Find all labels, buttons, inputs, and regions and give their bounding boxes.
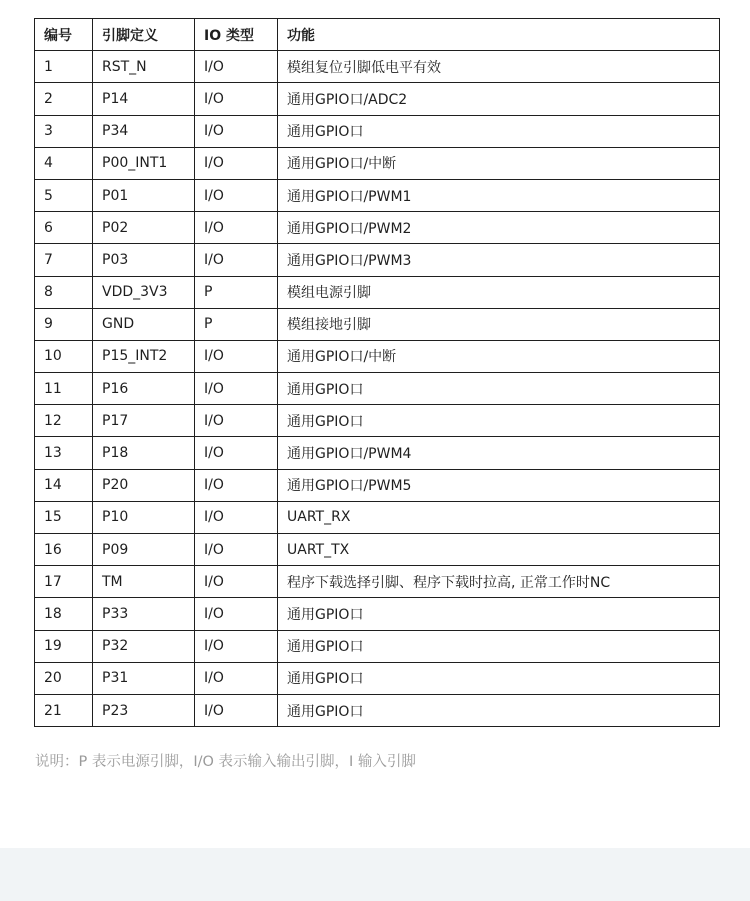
table-row — [35, 598, 720, 630]
table-row — [35, 437, 720, 469]
header-row — [35, 19, 720, 51]
cell-function: 通用GPIO口/ADC2 — [278, 83, 720, 115]
cell-function: 模组复位引脚低电平有效 — [278, 51, 720, 83]
cell-io-type: I/O — [195, 534, 278, 566]
cell-number: 11 — [35, 373, 93, 405]
cell-function: 通用GPIO口/中断 — [278, 340, 720, 372]
cell-pin-name: P16 — [93, 373, 195, 405]
cell-number: 17 — [35, 566, 93, 598]
cell-pin-name: P33 — [93, 598, 195, 630]
cell-pin-name: P14 — [93, 83, 195, 115]
cell-function: 通用GPIO口/PWM5 — [278, 469, 720, 501]
cell-io-type: I/O — [195, 630, 278, 662]
table-row — [35, 566, 720, 598]
cell-io-type: I/O — [195, 147, 278, 179]
cell-function: 通用GPIO口/PWM3 — [278, 244, 720, 276]
cell-pin-name: P00_INT1 — [93, 147, 195, 179]
cell-pin-name: P03 — [93, 244, 195, 276]
cell-function: UART_TX — [278, 534, 720, 566]
cell-function: 通用GPIO口 — [278, 694, 720, 726]
cell-io-type: I/O — [195, 83, 278, 115]
legend-note: 说明：P 表示电源引脚，I/O 表示输入输出引脚，I 输入引脚 — [35, 754, 416, 770]
cell-number: 13 — [35, 437, 93, 469]
cell-io-type: P — [195, 276, 278, 308]
table-row — [35, 630, 720, 662]
cell-pin-name: P32 — [93, 630, 195, 662]
pin-definition-table — [34, 18, 720, 727]
table-row — [35, 501, 720, 533]
cell-number: 15 — [35, 501, 93, 533]
cell-io-type: I/O — [195, 501, 278, 533]
cell-pin-name: VDD_3V3 — [93, 276, 195, 308]
table-row — [35, 308, 720, 340]
cell-number: 16 — [35, 534, 93, 566]
cell-number: 2 — [35, 83, 93, 115]
cell-io-type: I/O — [195, 340, 278, 372]
cell-number: 9 — [35, 308, 93, 340]
cell-number: 12 — [35, 405, 93, 437]
table-row — [35, 469, 720, 501]
header-pin-definition: 引脚定义 — [93, 19, 195, 51]
cell-pin-name: P34 — [93, 115, 195, 147]
cell-pin-name: P17 — [93, 405, 195, 437]
table-row — [35, 373, 720, 405]
table-row — [35, 276, 720, 308]
table-row — [35, 115, 720, 147]
cell-io-type: I/O — [195, 212, 278, 244]
cell-function: 通用GPIO口 — [278, 598, 720, 630]
cell-io-type: I/O — [195, 598, 278, 630]
cell-io-type: I/O — [195, 469, 278, 501]
cell-function: 通用GPIO口 — [278, 662, 720, 694]
cell-pin-name: P15_INT2 — [93, 340, 195, 372]
cell-function: 通用GPIO口 — [278, 630, 720, 662]
cell-number: 3 — [35, 115, 93, 147]
cell-function: 模组电源引脚 — [278, 276, 720, 308]
cell-number: 21 — [35, 694, 93, 726]
table-row — [35, 534, 720, 566]
cell-function: 通用GPIO口/PWM4 — [278, 437, 720, 469]
cell-number: 20 — [35, 662, 93, 694]
table-row — [35, 405, 720, 437]
cell-pin-name: P18 — [93, 437, 195, 469]
cell-io-type: I/O — [195, 244, 278, 276]
cell-io-type: I/O — [195, 405, 278, 437]
cell-io-type: I/O — [195, 373, 278, 405]
header-function: 功能 — [278, 19, 720, 51]
cell-io-type: I/O — [195, 179, 278, 211]
cell-function: UART_RX — [278, 501, 720, 533]
cell-function: 通用GPIO口/PWM2 — [278, 212, 720, 244]
cell-function: 通用GPIO口/PWM1 — [278, 179, 720, 211]
cell-pin-name: P02 — [93, 212, 195, 244]
cell-number: 5 — [35, 179, 93, 211]
cell-number: 19 — [35, 630, 93, 662]
cell-number: 14 — [35, 469, 93, 501]
cell-pin-name: P01 — [93, 179, 195, 211]
cell-io-type: I/O — [195, 437, 278, 469]
table-row — [35, 662, 720, 694]
table-row — [35, 179, 720, 211]
table-body — [35, 51, 720, 727]
cell-io-type: I/O — [195, 115, 278, 147]
table-header — [35, 19, 720, 51]
header-io-type: IO 类型 — [195, 19, 278, 51]
cell-number: 6 — [35, 212, 93, 244]
table-row — [35, 147, 720, 179]
cell-number: 8 — [35, 276, 93, 308]
table-row — [35, 212, 720, 244]
cell-function: 模组接地引脚 — [278, 308, 720, 340]
header-number: 编号 — [35, 19, 93, 51]
cell-number: 18 — [35, 598, 93, 630]
cell-pin-name: P09 — [93, 534, 195, 566]
cell-io-type: I/O — [195, 662, 278, 694]
cell-function: 通用GPIO口 — [278, 373, 720, 405]
cell-function: 通用GPIO口/中断 — [278, 147, 720, 179]
cell-io-type: I/O — [195, 566, 278, 598]
cell-function: 程序下载选择引脚、程序下载时拉高, 正常工作时NC — [278, 566, 720, 598]
cell-number: 4 — [35, 147, 93, 179]
cell-pin-name: P20 — [93, 469, 195, 501]
cell-pin-name: TM — [93, 566, 195, 598]
cell-io-type: P — [195, 308, 278, 340]
footer-band — [0, 848, 750, 901]
cell-pin-name: P10 — [93, 501, 195, 533]
cell-number: 7 — [35, 244, 93, 276]
cell-pin-name: P23 — [93, 694, 195, 726]
table-row — [35, 340, 720, 372]
cell-number: 10 — [35, 340, 93, 372]
cell-function: 通用GPIO口 — [278, 405, 720, 437]
cell-io-type: I/O — [195, 51, 278, 83]
table-row — [35, 244, 720, 276]
table-row — [35, 51, 720, 83]
cell-number: 1 — [35, 51, 93, 83]
table-row — [35, 694, 720, 726]
cell-function: 通用GPIO口 — [278, 115, 720, 147]
cell-pin-name: P31 — [93, 662, 195, 694]
cell-pin-name: RST_N — [93, 51, 195, 83]
cell-io-type: I/O — [195, 694, 278, 726]
table-row — [35, 83, 720, 115]
cell-pin-name: GND — [93, 308, 195, 340]
